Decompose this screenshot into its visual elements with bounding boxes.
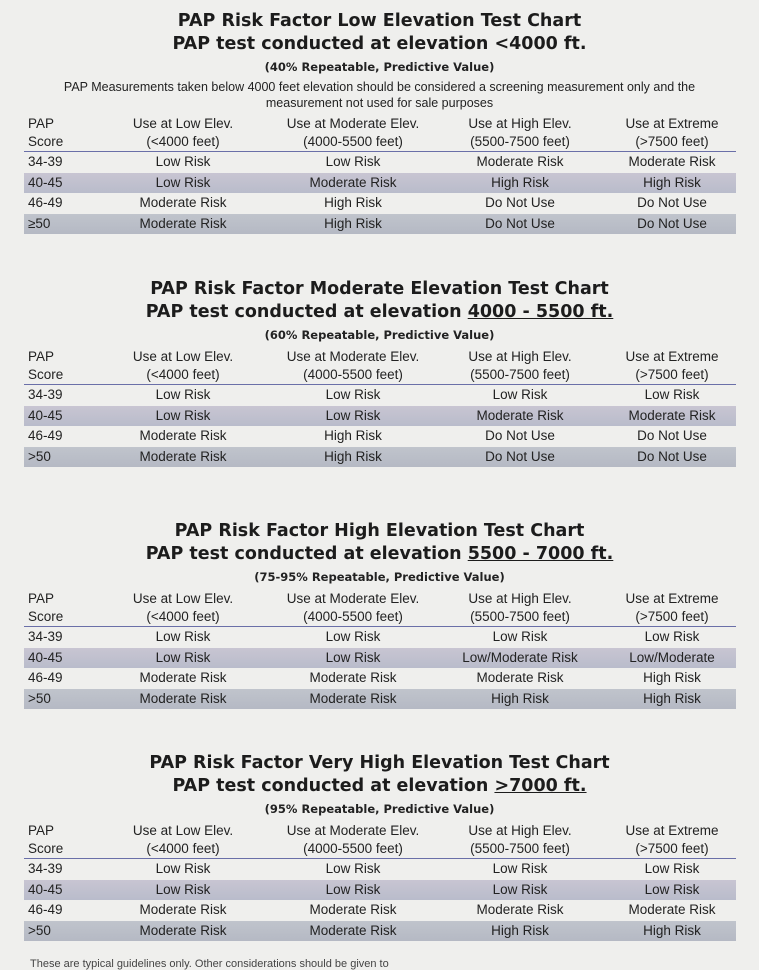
elevation-prefix: PAP test conducted at elevation [172,776,495,796]
risk-cell: High Risk [432,689,608,710]
score-cell: 40-45 [24,880,92,901]
risk-cell: High Risk [608,921,736,942]
table-row [24,173,736,194]
repeatable-note: (40% Repeatable, Predictive Value) [264,60,495,74]
risk-cell: Low Risk [644,387,700,403]
column-header-range: (4000-5500 feet) [274,608,432,627]
risk-cell: Moderate Risk [139,428,227,444]
column-header: Use at Moderate Elev. [286,591,420,606]
risk-cell: Moderate Risk [92,214,274,235]
table-row [24,880,736,901]
elevation-range: >7000 ft. [494,776,587,796]
repeatable-note: (75-95% Repeatable, Predictive Value) [254,570,505,584]
elevation-prefix: PAP test conducted at elevation [145,302,468,322]
risk-cell: Low Risk [492,861,548,877]
score-cell: >50 [24,447,92,468]
risk-cell: High Risk [608,173,736,194]
table-row [24,214,736,235]
table-row [24,627,736,648]
score-cell: 34-39 [28,629,63,645]
column-header: Use at Extreme [625,116,719,131]
risk-cell: Low Risk [608,880,736,901]
table-row [24,648,736,669]
column-header-range: (5500-7500 feet) [432,133,608,152]
risk-cell: Low Risk [92,648,274,669]
score-cell: 40-45 [24,173,92,194]
column-header: Use at Extreme [625,591,719,606]
column-header-range: (>7500 feet) [608,840,736,859]
table-row [24,447,736,468]
risk-cell: Low Risk [155,387,211,403]
risk-cell: Low Risk [644,861,700,877]
column-header-range: (>7500 feet) [608,133,736,152]
column-header-range: (<4000 feet) [92,608,274,627]
risk-cell: High Risk [274,447,432,468]
table-row [24,900,736,921]
risk-cell: High Risk [432,921,608,942]
elevation-prefix: PAP test conducted at elevation [145,544,468,564]
column-header-range: (5500-7500 feet) [432,608,608,627]
score-cell: >50 [24,921,92,942]
column-header: Use at Moderate Elev. [286,116,420,131]
column-header-range: (<4000 feet) [92,840,274,859]
score-cell: 46-49 [28,428,63,444]
table-row [24,921,736,942]
risk-cell: Do Not Use [485,428,555,444]
table-row [24,193,736,214]
score-cell: 46-49 [28,902,63,918]
risk-cell: High Risk [324,195,382,211]
footer-note: These are typical guidelines only. Other considerations should be given to [30,958,389,970]
risk-cell: Low Risk [432,880,608,901]
repeatable-note: (60% Repeatable, Predictive Value) [264,328,495,342]
chart-section [0,10,759,234]
risk-cell: Low Risk [325,387,381,403]
risk-cell: Moderate Risk [476,154,564,170]
column-header: Use at High Elev. [468,823,572,838]
risk-cell: High Risk [643,670,701,686]
score-cell: 46-49 [28,670,63,686]
column-header: Use at Low Elev. [132,116,234,131]
risk-cell: Do Not Use [637,428,707,444]
column-header: Use at High Elev. [468,116,572,131]
chart-title: PAP Risk Factor Very High Elevation Test Chart [149,753,610,773]
score-cell: 34-39 [28,387,63,403]
risk-cell: Moderate Risk [92,921,274,942]
column-header-score: Score [24,366,92,385]
column-header: Use at Low Elev. [132,823,234,838]
table-row [24,426,736,447]
risk-cell: Low Risk [92,173,274,194]
risk-cell: Moderate Risk [476,670,564,686]
chart-elevation-line [0,543,759,566]
column-header-range: (>7500 feet) [608,366,736,385]
chart-section [0,752,759,941]
risk-cell: Moderate Risk [309,902,397,918]
column-header-score: PAP [28,349,55,364]
chart-section [0,520,759,709]
risk-cell: Do Not Use [608,447,736,468]
column-header-range: (<4000 feet) [92,133,274,152]
table-row [24,152,736,173]
column-header-score: Score [24,133,92,152]
risk-cell: High Risk [324,428,382,444]
chart-elevation-line [0,33,759,56]
risk-cell: Moderate Risk [628,154,716,170]
chart-elevation-line [0,301,759,324]
risk-cell: Low Risk [155,861,211,877]
score-cell: 46-49 [28,195,63,211]
chart-section [0,278,759,467]
column-header: Use at Moderate Elev. [286,349,420,364]
score-cell: ≥50 [24,214,92,235]
table-row [24,689,736,710]
risk-cell: Low Risk [492,629,548,645]
table-row [24,385,736,406]
column-header-range: (4000-5500 feet) [274,133,432,152]
risk-cell: Moderate Risk [628,902,716,918]
risk-cell: Moderate Risk [274,689,432,710]
column-header: Use at Low Elev. [132,591,234,606]
risk-cell: Low Risk [492,387,548,403]
risk-cell: Do Not Use [608,214,736,235]
score-cell: 34-39 [28,861,63,877]
risk-cell: High Risk [274,214,432,235]
risk-cell: Moderate Risk [309,670,397,686]
table-row [24,668,736,689]
score-cell: 40-45 [24,406,92,427]
screening-note: PAP Measurements taken below 4000 feet elevation should be considered a screening measurement only and the measurement not used for sale purposes [63,80,696,110]
elevation-range: <4000 ft. [494,34,587,54]
column-header-score: Score [24,608,92,627]
risk-cell: Moderate Risk [92,689,274,710]
column-header: Use at Moderate Elev. [286,823,420,838]
risk-cell: Low Risk [92,406,274,427]
table-row [24,859,736,880]
score-cell: >50 [24,689,92,710]
risk-cell: High Risk [432,173,608,194]
column-header-score: PAP [28,116,55,131]
risk-table [24,822,736,941]
elevation-range: 4000 - 5500 ft. [467,302,614,322]
risk-cell: Moderate Risk [139,670,227,686]
table-row [24,406,736,427]
risk-cell: Moderate Risk [476,902,564,918]
risk-cell: Low Risk [325,861,381,877]
risk-cell: Moderate Risk [139,902,227,918]
risk-cell: Moderate Risk [139,195,227,211]
column-header-range: (<4000 feet) [92,366,274,385]
risk-cell: Do Not Use [432,447,608,468]
elevation-prefix: PAP test conducted at elevation [172,34,495,54]
score-cell: 40-45 [24,648,92,669]
column-header: Use at Extreme [625,823,719,838]
column-header-range: (>7500 feet) [608,608,736,627]
risk-cell: Low/Moderate Risk [432,648,608,669]
score-cell: 34-39 [28,154,63,170]
risk-cell: Low Risk [274,406,432,427]
risk-cell: High Risk [608,689,736,710]
column-header-score: PAP [28,823,55,838]
risk-cell: Low Risk [274,648,432,669]
risk-cell: Do Not Use [485,195,555,211]
column-header-score: PAP [28,591,55,606]
risk-cell: Low Risk [155,629,211,645]
column-header: Use at Low Elev. [132,349,234,364]
risk-cell: Moderate Risk [274,921,432,942]
risk-table [24,115,736,234]
risk-table [24,348,736,467]
risk-cell: Low Risk [92,880,274,901]
risk-cell: Low Risk [644,629,700,645]
risk-table [24,590,736,709]
risk-cell: Low Risk [274,880,432,901]
column-header-range: (5500-7500 feet) [432,366,608,385]
risk-cell: Low/Moderate [608,648,736,669]
risk-cell: Moderate Risk [432,406,608,427]
risk-cell: Low Risk [325,629,381,645]
column-header: Use at Extreme [625,349,719,364]
column-header: Use at High Elev. [468,591,572,606]
risk-cell: Do Not Use [432,214,608,235]
risk-cell: Moderate Risk [92,447,274,468]
risk-cell: Low Risk [155,154,211,170]
chart-title: PAP Risk Factor Low Elevation Test Chart [177,11,582,31]
risk-cell: Do Not Use [637,195,707,211]
chart-elevation-line [0,775,759,798]
column-header: Use at High Elev. [468,349,572,364]
column-header-range: (4000-5500 feet) [274,840,432,859]
elevation-range: 5500 - 7000 ft. [467,544,614,564]
risk-cell: Moderate Risk [274,173,432,194]
column-header-range: (4000-5500 feet) [274,366,432,385]
chart-title: PAP Risk Factor High Elevation Test Chart [174,521,585,541]
risk-cell: Moderate Risk [608,406,736,427]
repeatable-note: (95% Repeatable, Predictive Value) [264,802,495,816]
chart-title: PAP Risk Factor Moderate Elevation Test Chart [150,279,609,299]
column-header-range: (5500-7500 feet) [432,840,608,859]
risk-cell: Low Risk [325,154,381,170]
column-header-score: Score [24,840,92,859]
